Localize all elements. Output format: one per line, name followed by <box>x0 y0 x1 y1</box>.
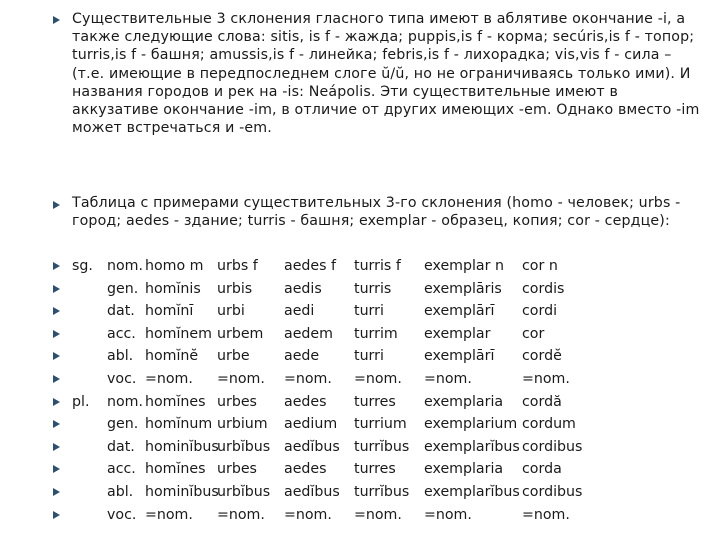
exemplar-form: exemplārī <box>424 348 495 365</box>
exemplar-form: exemplāris <box>424 280 502 297</box>
exemplar-form: exemplarium <box>424 416 518 433</box>
urbs-form: urbem <box>217 325 264 342</box>
bullet-arrow-icon <box>53 330 60 338</box>
turris-form: =nom. <box>354 506 402 523</box>
homo-form: homĭnem <box>145 325 212 342</box>
bullet-arrow-icon <box>53 420 60 428</box>
cor-form: cor n <box>522 258 558 274</box>
exemplar-form: exemplarĭbus <box>424 484 520 500</box>
aedes-form: aedĭbus <box>284 438 340 455</box>
bullet-arrow-icon <box>53 352 60 360</box>
aedes-form: =nom. <box>284 506 332 523</box>
bullet-arrow-icon <box>53 16 60 24</box>
homo-form: homĭnī <box>145 303 194 320</box>
homo-form: =nom. <box>145 371 193 387</box>
homo-form: =nom. <box>145 506 193 523</box>
case-label: nom. <box>107 258 144 274</box>
aedes-form: aedis <box>284 280 322 297</box>
urbs-form: urbium <box>217 416 268 433</box>
cor-form: cordibus <box>522 484 583 500</box>
case-label: gen. <box>107 280 139 297</box>
cor-form: cordum <box>522 416 576 433</box>
urbs-form: urbĭbus <box>217 484 271 500</box>
homo-form: homĭnĕ <box>145 348 199 365</box>
exemplar-form: exemplaria <box>424 393 504 410</box>
number-label: pl. <box>72 393 90 410</box>
cor-form: cordis <box>522 280 565 297</box>
cor-form: cor <box>522 325 545 342</box>
cor-form: cordĕ <box>522 348 562 365</box>
case-label: acc. <box>107 461 136 478</box>
cor-form: corda <box>522 461 562 478</box>
cor-form: cordă <box>522 393 562 410</box>
turris-form: turres <box>354 393 396 410</box>
bullet-arrow-icon <box>53 511 60 519</box>
cor-form: cordibus <box>522 438 583 455</box>
aedes-form: aedium <box>284 416 338 433</box>
case-label: dat. <box>107 438 135 455</box>
paragraph-table-intro: Таблица с примерами существительных 3-го склонения (homo - человек; urbs - город; aedes - здание; turris - башня; exemplar - образец, копия; cor - сердце): <box>72 195 681 230</box>
number-label: sg. <box>72 258 93 274</box>
urbs-form: urbĭbus <box>217 438 271 455</box>
paragraph-declension-info: Существительные 3 склонения гласного типа имеют в аблятиве окончание -i, а также следующие слова: sitis, is f - жажда; puppis,is f - корма; secúris,is f - топор; turris,is f - башня; amussis,is f - линейка; febris,is f - лихорадка; vis,vis f - сила – (т.е. имеющие в передпоследнем слоге ŭ/ŭ, но не ограничиваясь только ими). И названия городов и рек на -is: Neápolis. Эти существительные имеют в аккузативе окончание -im, в отличие от других имеющих -em. Однако вместо -im может встречаться и -em. <box>72 11 700 137</box>
bullet-arrow-icon <box>53 443 60 451</box>
homo-form: hominĭbus <box>145 438 219 455</box>
case-label: gen. <box>107 416 139 433</box>
case-label: acc. <box>107 325 136 342</box>
case-label: voc. <box>107 506 137 523</box>
bullet-arrow-icon <box>53 375 60 383</box>
turris-form: turres <box>354 461 396 478</box>
bullet-arrow-icon <box>53 398 60 406</box>
urbs-form: urbi <box>217 303 245 320</box>
exemplar-form: exemplar n <box>424 258 504 274</box>
exemplar-form: exemplaria <box>424 461 504 478</box>
case-label: abl. <box>107 348 134 365</box>
homo-form: hominĭbus <box>145 484 219 500</box>
homo-form: homĭnis <box>145 280 201 297</box>
cor-form: cordi <box>522 303 558 320</box>
aedes-form: aedem <box>284 325 333 342</box>
urbs-form: =nom. <box>217 506 265 523</box>
homo-form: homĭnes <box>145 393 206 410</box>
bullet-arrow-icon <box>53 201 60 209</box>
cor-form: =nom. <box>522 506 570 523</box>
urbs-form: =nom. <box>217 371 265 387</box>
homo-form: homĭnes <box>145 461 206 478</box>
turris-form: turri <box>354 303 384 320</box>
bullet-arrow-icon <box>53 285 60 293</box>
bullet-arrow-icon <box>53 262 60 270</box>
aedes-form: aede <box>284 348 320 365</box>
bullet-arrow-icon <box>53 488 60 496</box>
exemplar-form: exemplarĭbus <box>424 438 520 455</box>
turris-form: =nom. <box>354 371 402 387</box>
aedes-form: =nom. <box>284 371 332 387</box>
urbs-form: urbes <box>217 393 257 410</box>
urbs-form: urbs f <box>217 258 258 274</box>
case-label: dat. <box>107 303 135 320</box>
bullet-arrow-icon <box>53 307 60 315</box>
aedes-form: aedes <box>284 461 327 478</box>
cor-form: =nom. <box>522 371 570 387</box>
turris-form: turri <box>354 348 384 365</box>
aedes-form: aedes <box>284 393 327 410</box>
turris-form: turrĭbus <box>354 484 410 500</box>
urbs-form: urbis <box>217 280 253 297</box>
aedes-form: aedi <box>284 303 315 320</box>
turris-form: turrium <box>354 416 407 433</box>
case-label: nom. <box>107 393 144 410</box>
exemplar-form: =nom. <box>424 371 472 387</box>
turris-form: turris <box>354 280 392 297</box>
homo-form: homĭnum <box>145 416 213 433</box>
urbs-form: urbes <box>217 461 257 478</box>
exemplar-form: =nom. <box>424 506 472 523</box>
aedes-form: aedes f <box>284 258 337 274</box>
turris-form: turrim <box>354 325 398 342</box>
aedes-form: aedĭbus <box>284 484 340 500</box>
exemplar-form: exemplar <box>424 325 491 342</box>
exemplar-form: exemplārī <box>424 303 495 320</box>
case-label: voc. <box>107 371 137 387</box>
turris-form: turris f <box>354 258 401 274</box>
bullet-arrow-icon <box>53 465 60 473</box>
urbs-form: urbe <box>217 348 250 365</box>
turris-form: turrĭbus <box>354 438 410 455</box>
case-label: abl. <box>107 484 134 500</box>
homo-form: homo m <box>145 258 204 274</box>
